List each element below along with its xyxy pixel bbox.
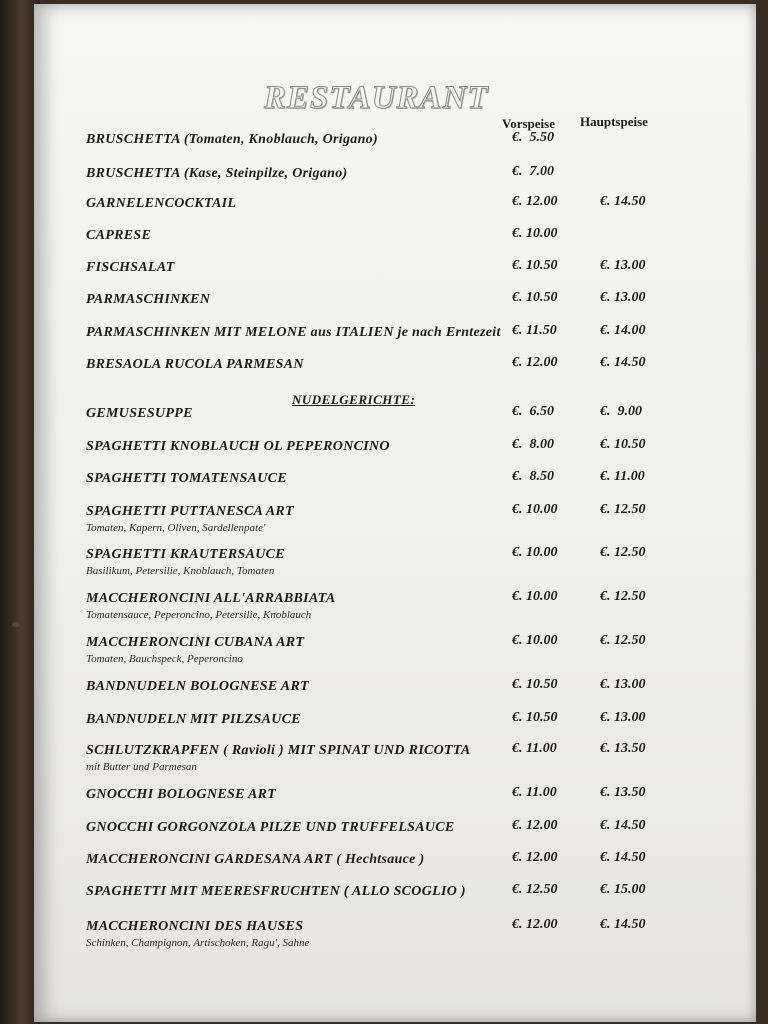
price-main: €. 14.50	[600, 850, 646, 865]
dish-name: MACCHERONCINI GARDESANA ART ( Hechtsauce )	[86, 852, 425, 867]
menu-item-row	[34, 260, 756, 290]
dish-name: GARNELENCOCKTAIL	[86, 196, 237, 211]
menu-item-row	[34, 439, 756, 469]
dish-name: BANDNUDELN MIT PILZSAUCE	[86, 712, 301, 727]
price-main: €. 15.00	[600, 882, 646, 897]
price-main: €. 12.50	[600, 502, 646, 517]
price-main: €. 14.50	[600, 818, 646, 833]
dish-name: MACCHERONCINI ALL'ARRABBIATA	[86, 591, 336, 606]
price-main: €. 13.50	[600, 785, 646, 800]
dish-name: GNOCCHI BOLOGNESE ART	[86, 787, 277, 802]
price-main: €. 14.50	[600, 355, 646, 370]
price-starter: €. 12.00	[512, 818, 558, 833]
dish-name: SCHLUTZKRAPFEN ( Ravioli ) MIT SPINAT UND RICOTTA	[86, 743, 471, 758]
menu-item-row	[34, 357, 756, 387]
section-heading-pasta: NUDELGERICHTE:	[292, 392, 416, 407]
dish-name: GNOCCHI GORGONZOLA PILZE UND TRUFFELSAUCE	[86, 820, 455, 835]
price-starter: €. 10.50	[512, 677, 558, 692]
menu-item-row	[34, 787, 756, 817]
menu-item-row	[34, 635, 756, 665]
price-main: €. 13.50	[600, 741, 646, 756]
price-main: €. 12.50	[600, 589, 646, 604]
menu-item-row	[34, 132, 756, 162]
price-starter: €. 10.00	[512, 633, 558, 648]
price-starter: €. 10.00	[512, 545, 558, 560]
dish-description: Schinken, Champignon, Artischoken, Ragu', Sahne	[86, 937, 310, 949]
dish-name: PARMASCHINKEN	[86, 292, 211, 307]
price-starter: €. 11.00	[512, 785, 557, 800]
menu-item-row	[34, 471, 756, 501]
dish-name: SPAGHETTI TOMATENSAUCE	[86, 471, 287, 486]
price-main: €. 10.50	[600, 437, 646, 452]
price-starter: €. 10.00	[512, 502, 558, 517]
price-starter: €. 5.50	[512, 130, 554, 145]
menu-item-row	[34, 679, 756, 709]
menu-title: RESTAURANT	[264, 80, 489, 116]
dish-name: GEMUSESUPPE	[86, 406, 193, 421]
price-starter: €. 6.50	[512, 404, 554, 419]
price-main: €. 12.50	[600, 633, 646, 648]
dish-name: BRESAOLA RUCOLA PARMESAN	[86, 357, 304, 372]
dish-name: SPAGHETTI PUTTANESCA ART	[86, 504, 294, 519]
paper-speck	[12, 622, 20, 627]
dish-name: SPAGHETTI KNOBLAUCH OL PEPERONCINO	[86, 439, 390, 454]
menu-page	[34, 4, 756, 1022]
dish-description: Tomaten, Bauchspeck, Peperoncino	[86, 653, 243, 665]
price-main: €. 11.00	[600, 469, 645, 484]
menu-item-row	[34, 292, 756, 322]
dish-name: FISCHSALAT	[86, 260, 175, 275]
price-starter: €. 12.00	[512, 917, 558, 932]
dish-name: PARMASCHINKEN MIT MELONE aus ITALIEN je nach Erntezeit	[86, 325, 501, 340]
price-starter: €. 8.50	[512, 469, 554, 484]
price-starter: €. 12.00	[512, 850, 558, 865]
menu-item-row	[34, 919, 756, 949]
price-starter: €. 10.00	[512, 226, 558, 241]
dish-name: MACCHERONCINI CUBANA ART	[86, 635, 305, 650]
menu-item-row	[34, 820, 756, 850]
menu-item-row	[34, 852, 756, 882]
dish-name: BANDNUDELN BOLOGNESE ART	[86, 679, 309, 694]
price-main: €. 13.00	[600, 258, 646, 273]
price-starter: €. 12.50	[512, 882, 558, 897]
price-main: €. 14.00	[600, 323, 646, 338]
dish-description: Tomaten, Kapern, Oliven, Sardellenpate'	[86, 522, 266, 534]
menu-item-row	[34, 406, 756, 436]
price-main: €. 12.50	[600, 545, 646, 560]
menu-item-row	[34, 325, 756, 355]
dish-name: SPAGHETTI KRAUTERSAUCE	[86, 547, 285, 562]
price-main: €. 13.00	[600, 710, 646, 725]
price-main: €. 13.00	[600, 290, 646, 305]
menu-item-row	[34, 504, 756, 534]
price-starter: €. 10.50	[512, 258, 558, 273]
menu-item-row	[34, 547, 756, 577]
menu-item-row	[34, 196, 756, 226]
price-starter: €. 8.00	[512, 437, 554, 452]
menu-item-row	[34, 591, 756, 621]
column-header-main: Hauptspeise	[580, 114, 648, 129]
dish-description: Tomatensauce, Peperoncino, Petersilie, Knoblauch	[86, 609, 312, 621]
dish-description: mit Butter und Parmesan	[86, 761, 197, 773]
price-starter: €. 11.50	[512, 323, 557, 338]
price-starter: €. 11.00	[512, 741, 557, 756]
menu-item-row	[34, 743, 756, 773]
dish-name: BRUSCHETTA (Tomaten, Knoblauch, Origano)	[86, 132, 378, 147]
menu-item-row	[34, 884, 756, 914]
price-starter: €. 12.00	[512, 194, 558, 209]
price-main: €. 14.50	[600, 917, 646, 932]
dish-description: Basilikum, Petersilie, Knoblauch, Tomaten	[86, 565, 275, 577]
column-header-starter: Vorspeise	[502, 116, 555, 131]
menu-item-row	[34, 712, 756, 742]
menu-item-row	[34, 166, 756, 196]
price-starter: €. 10.00	[512, 589, 558, 604]
price-main: €. 13.00	[600, 677, 646, 692]
dish-name: MACCHERONCINI DES HAUSES	[86, 919, 304, 934]
price-main: €. 14.50	[600, 194, 646, 209]
dish-name: CAPRESE	[86, 228, 152, 243]
price-main: €. 9.00	[600, 404, 642, 419]
menu-item-row	[34, 228, 756, 258]
price-starter: €. 10.50	[512, 290, 558, 305]
dish-name: SPAGHETTI MIT MEERESFRUCHTEN ( ALLO SCOGLIO )	[86, 884, 466, 899]
price-starter: €. 10.50	[512, 710, 558, 725]
dish-name: BRUSCHETTA (Kase, Steinpilze, Origano)	[86, 166, 348, 181]
price-starter: €. 7.00	[512, 164, 554, 179]
price-starter: €. 12.00	[512, 355, 558, 370]
